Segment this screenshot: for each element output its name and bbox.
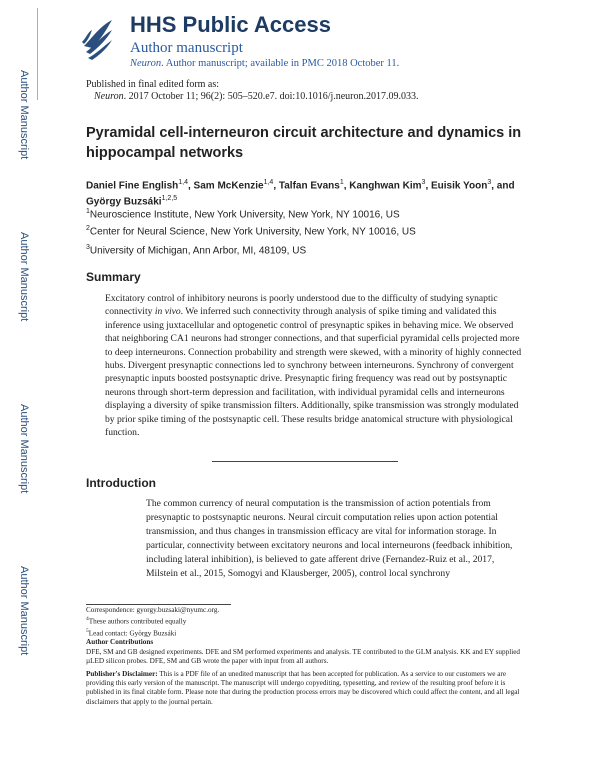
author-sup: 1,2,5 [161, 195, 178, 203]
footnote-sup: 5 [86, 627, 89, 634]
author-sup: 1,4 [263, 179, 274, 186]
introduction-text: The common currency of neural computation is the transmission of action potentials from presynaptic to postsynaptic neurons. Neural circuit computation relies upon action potential transmission, and thus changes in transmission efficacy are vital for information storage. In particular, connectivity between excitatory neurons and local interneurons (feedback inhibition, including lateral inhibition), is believed to gate afferent drive (Fernandez-Ruiz et al., 2017, Milstein et al., 2015, Somogyi and Klausberger, 2005), control local synchrony [146, 498, 513, 579]
author-sep: , [187, 180, 194, 192]
footnote-text: Lead contact: György Buzsáki [88, 629, 177, 638]
footnote-text: This is a PDF file of an unedited manuscript that has been accepted for publication. As a service to our customers we are providing this early version of the manuscript. The manuscript will undergo copyediting, typesetting, and review of the resulting proof before it is published in its final citable form. Please note that during the production process errors may be discovered which could affect the content, and all legal disclaimers that apply to the journal pertain. [86, 670, 520, 706]
affiliation-sup: 1 [86, 208, 90, 215]
correspondence: Correspondence: gyorgy.buzsaki@nyumc.org. [86, 606, 220, 614]
hhs-subtitle: Author manuscript [130, 40, 243, 56]
side-label-1: Author Manuscript [18, 70, 30, 160]
published-label: Published in final edited form as: [86, 79, 220, 90]
section-divider [212, 461, 398, 462]
summary-heading: Summary [86, 270, 141, 284]
equal-contribution [86, 615, 524, 627]
hhs-journal-line [130, 58, 399, 69]
author: Euisik Yoon [431, 180, 488, 192]
author-sep: , [425, 180, 431, 192]
author-sep: , [273, 180, 279, 192]
affiliation-sup: 2 [86, 225, 90, 232]
affiliation-sup: 3 [86, 244, 90, 251]
summary-part: . We inferred such connectivity through analysis of spike timing and validated this inference using juxtacellular and optogenetic control of presynaptic spikes in behaving mice. We observed that neighboring CA1 neurons had stronger connections, and that superficial pyramidal cells projected more to deep interneurons. Connection probability and strength were skewed, with a minority of highly connected hubs. Divergent presynaptic connections led to synchrony between interneurons. Synchrony of convergent presynaptic inputs boosted postsynaptic drive. Presynaptic firing frequency was read out by postsynaptic neurons through short-term depression and facilitation, with individual pyramidal cells and interneurons displaying a diversity of spike transmission filters. Additionally, spike transmission was strongly modulated by prior spike timing of the postsynaptic cell. These results bridge anatomical structure with physiological function. [105, 306, 522, 439]
side-label-3: Author Manuscript [18, 404, 30, 494]
summary-italic: in vivo [154, 306, 181, 318]
citation-rest: . 2017 October 11; 96(2): 505–520.e7. doi:10.1016/j.neuron.2017.09.033. [123, 91, 419, 102]
affiliation-text: Center for Neural Science, New York University, New York, NY 10016, US [89, 226, 416, 238]
author: György Buzsáki [86, 196, 162, 208]
lead-contact [86, 627, 524, 639]
citation-journal: Neuron [94, 91, 124, 102]
affiliation-2 [86, 225, 416, 237]
author-sup: 3 [487, 179, 492, 186]
author: Kanghwan Kim [349, 180, 422, 192]
footnote-heading: Publisher's Disclaimer: [86, 670, 158, 678]
author-list [86, 176, 526, 209]
author: Sam McKenzie [193, 180, 264, 192]
summary-text [105, 292, 523, 439]
author-sep: , [343, 180, 350, 192]
header-divider [37, 8, 38, 100]
disclaimer [86, 670, 524, 707]
author-sep: , and [491, 180, 515, 192]
affiliation-text: Neuroscience Institute, New York University, New York, NY 10016, US [89, 209, 400, 221]
footnote-divider [86, 604, 231, 605]
author-sup: 3 [421, 179, 426, 186]
summary-part: Excitatory control of inhibitory neurons is poorly understood due to the difficulty of studying synaptic connectivity [105, 293, 498, 318]
hhs-eagle-logo-icon [78, 16, 116, 64]
affiliation-1 [86, 208, 400, 220]
affiliation-3 [86, 244, 306, 256]
author-sup: 1 [339, 179, 344, 186]
author: Daniel Fine English [86, 180, 179, 192]
paper-title: Pyramidal cell-interneuron circuit architecture and dynamics in hippocampal networks [86, 125, 522, 161]
side-label-2: Author Manuscript [18, 232, 30, 322]
hhs-title: HHS Public Access [130, 12, 331, 37]
footnote-sup: 4 [86, 616, 89, 623]
hhs-journal-name: Neuron [130, 58, 162, 69]
affiliation-text: University of Michigan, Ann Arbor, MI, 48109, US [89, 245, 307, 257]
contributions-text: DFE, SM and GB designed experiments. DFE and SM performed experiments and analysis. TE contributed to the GLM analysis. KK and EY supplied µLED silicon probes. DFE, SM and GB wrote the paper with input from all authors. [86, 647, 520, 665]
footnotes [86, 606, 524, 707]
author: Talfan Evans [278, 180, 340, 192]
citation [94, 91, 419, 102]
contributions-heading [86, 638, 524, 647]
introduction-heading: Introduction [86, 476, 156, 490]
footnote-text: These authors contributed equally [88, 617, 187, 626]
author-sup: 1,4 [178, 179, 188, 186]
footnote-heading: Author Contributions [86, 638, 154, 647]
hhs-journal-rest: . Author manuscript; available in PMC 2018 October 11. [161, 58, 400, 69]
side-label-4: Author Manuscript [18, 566, 30, 656]
